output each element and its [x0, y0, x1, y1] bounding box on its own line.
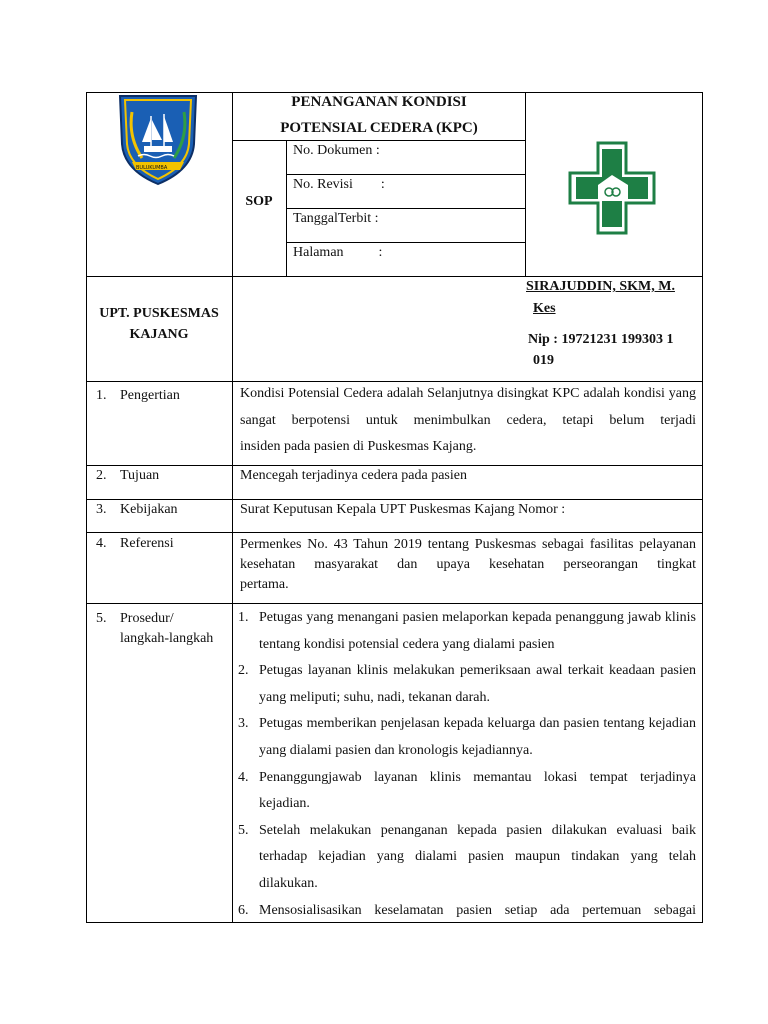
- section-label: Tujuan: [120, 468, 160, 483]
- revision-field: No. Revisi :: [293, 177, 385, 192]
- signer-name-line1: SIRAJUDDIN, SKM, M.: [526, 279, 675, 294]
- procedure-step: [238, 818, 696, 898]
- step-number: 5.: [238, 822, 249, 838]
- section-label: Prosedur/: [120, 611, 174, 626]
- signer-nip-line2: 019: [533, 353, 554, 368]
- purpose-text: Mencegah terjadinya cedera pada pasien: [240, 468, 467, 483]
- definition-text: Kondisi Potensial Cedera adalah Selanjutnya disingkat KPC adalah kondisi yang sangat berpotensi untuk menimbulkan cedera, tetapi belum terjadi insiden pada pasien di Puskesmas Kajang.: [240, 386, 696, 454]
- procedure-step: [238, 765, 696, 818]
- policy-text: Surat Keputusan Kepala UPT Puskesmas Kajang Nomor :: [240, 502, 566, 517]
- step-text: Setelah melakukan penanganan kepada pasien dilakukan evaluasi baik terhadap kejadian yang dialami pasien maupun tindakan yang telah dilakukan.: [259, 822, 696, 891]
- page-field: Halaman :: [293, 245, 383, 260]
- puskesmas-cross-logo: [568, 141, 656, 235]
- section-number: 1.: [96, 388, 107, 403]
- step-text: Petugas yang menangani pasien melaporkan kepada penanggung jawab klinis tentang kondisi potensial cedera yang dialami pasien: [259, 610, 696, 652]
- step-text: Mensosialisasikan keselamatan pasien setiap ada pertemuan sebagai: [259, 902, 696, 918]
- document-title-line2: POTENSIAL CEDERA (KPC): [280, 120, 478, 136]
- procedure-list: [238, 605, 696, 921]
- signer-nip-line1: Nip : 19721231 199303 1: [528, 332, 674, 347]
- step-number: 4.: [238, 769, 249, 785]
- procedure-step: [238, 658, 696, 711]
- section-label: Pengertian: [120, 388, 180, 403]
- section-number: 5.: [96, 611, 107, 626]
- regency-banner-text: BULUKUMBA: [136, 165, 168, 171]
- document-title-line1: PENANGANAN KONDISI: [291, 94, 467, 110]
- sop-label: SOP: [245, 194, 273, 209]
- section-label: Referensi: [120, 536, 174, 551]
- issue-date-field: TanggalTerbit :: [293, 211, 379, 226]
- section-label-line2: langkah-langkah: [120, 631, 214, 646]
- step-number: 2.: [238, 663, 249, 679]
- institution-name-line2: KAJANG: [129, 327, 189, 342]
- section-number: 4.: [96, 536, 107, 551]
- institution-name-line1: UPT. PUSKESMAS: [99, 306, 219, 321]
- procedure-step: [238, 711, 696, 764]
- procedure-step: [238, 898, 696, 921]
- reference-text: Permenkes No. 43 Tahun 2019 tentang Puskesmas sebagai fasilitas pelayanan kesehatan masyarakat dan upaya kesehatan perseorangan tingkat pertama.: [240, 537, 696, 592]
- step-number: 1.: [238, 610, 249, 625]
- signer-name-line2: Kes: [533, 301, 556, 316]
- section-number: 2.: [96, 468, 107, 483]
- section-label: Kebijakan: [120, 502, 178, 517]
- step-number: 3.: [238, 716, 249, 732]
- procedure-step: [238, 605, 696, 658]
- step-text: Petugas memberikan penjelasan kepada keluarga dan pasien tentang kejadian yang dialami pasien dan kronologis kejadiannya.: [259, 716, 696, 758]
- step-number: 6.: [238, 902, 249, 918]
- step-text: Penanggungjawab layanan klinis memantau lokasi tempat terjadinya kejadian.: [259, 769, 696, 812]
- step-text: Petugas layanan klinis melakukan pemeriksaan awal terkait keadaan pasien yang meliputi; suhu, nadi, tekanan darah.: [259, 663, 696, 705]
- regency-shield-logo: [114, 92, 202, 188]
- doc-number-field: No. Dokumen :: [293, 143, 380, 158]
- section-number: 3.: [96, 502, 107, 517]
